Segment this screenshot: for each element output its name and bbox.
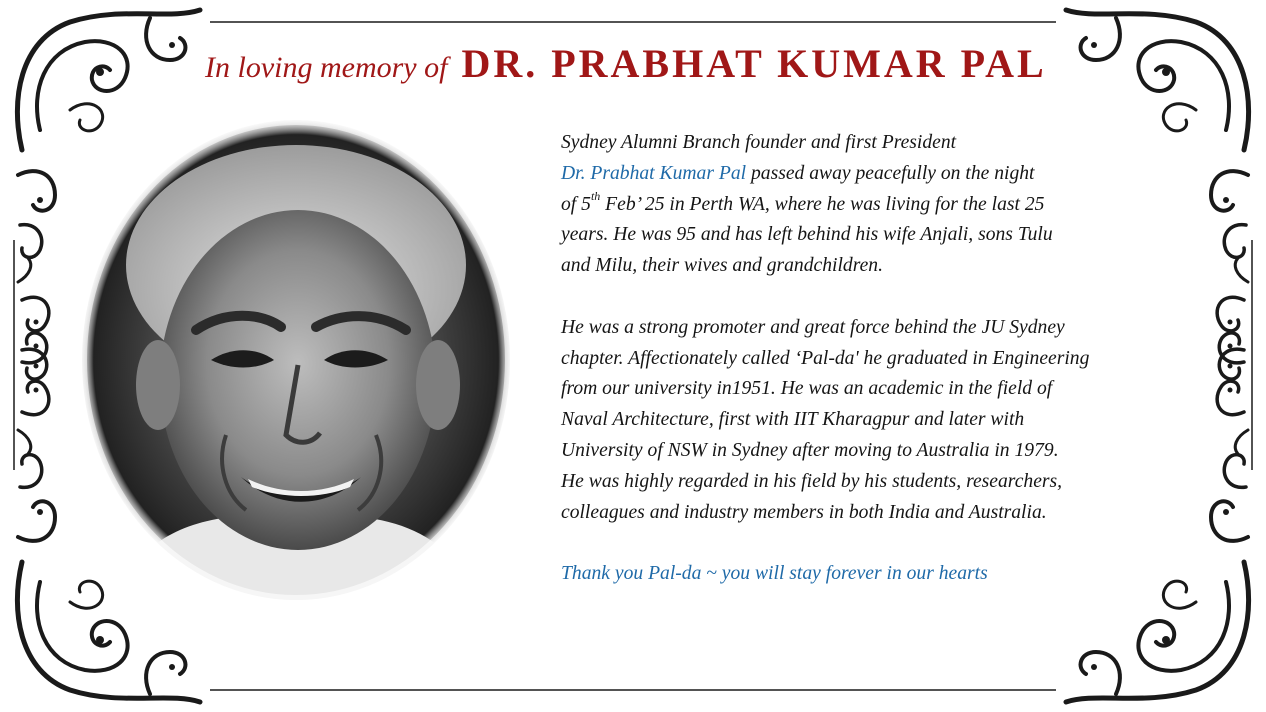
biography-line: University of NSW in Sydney after moving to Australia in 1979. [561,439,1059,461]
memorial-title [205,40,1047,94]
biography-line: Naval Architecture, first with IIT Kharagpur and later with [561,409,1025,431]
tribute-line: Sydney Alumni Branch founder and first President [561,132,957,153]
tribute-text [561,128,1221,590]
portrait-photo [76,115,516,605]
tribute-line [561,190,1221,221]
honoree-name-highlight: Dr. Prabhat Kumar Pal [561,162,747,184]
paragraph-gap [561,528,1221,559]
biography-line: from our university in1951. He was an academic in the field of [561,378,1053,400]
tribute-line [561,159,1221,190]
tribute-line: and Milu, their wives and grandchildren. [561,255,883,277]
paragraph-gap [561,282,1221,313]
date-ordinal: th [590,189,601,204]
tribute-line-rest: passed away peacefully on the night [746,162,1035,184]
biography-line: He was a strong promoter and great force behind the JU Sydney [561,316,1065,338]
tribute-line: years. He was 95 and has left behind his wife Anjali, sons Tulu [561,224,1053,246]
biography-line: colleagues and industry members in both India and Australia. [561,501,1047,523]
biography-line: He was highly regarded in his field by his students, researchers, [561,470,1063,492]
biography-line: chapter. Affectionately called ‘Pal-da' he graduated in Engineering [561,347,1090,369]
honoree-name: DR. PRABHAT KUMAR PAL [461,41,1047,86]
date-rest: Feb’ 25 in Perth WA, where he was living for the last 25 [600,193,1045,215]
closing-message: Thank you Pal-da ~ you will stay forever in our hearts [561,563,988,585]
date-prefix: of 5 [561,193,591,215]
title-prefix: In loving memory of [205,51,448,84]
